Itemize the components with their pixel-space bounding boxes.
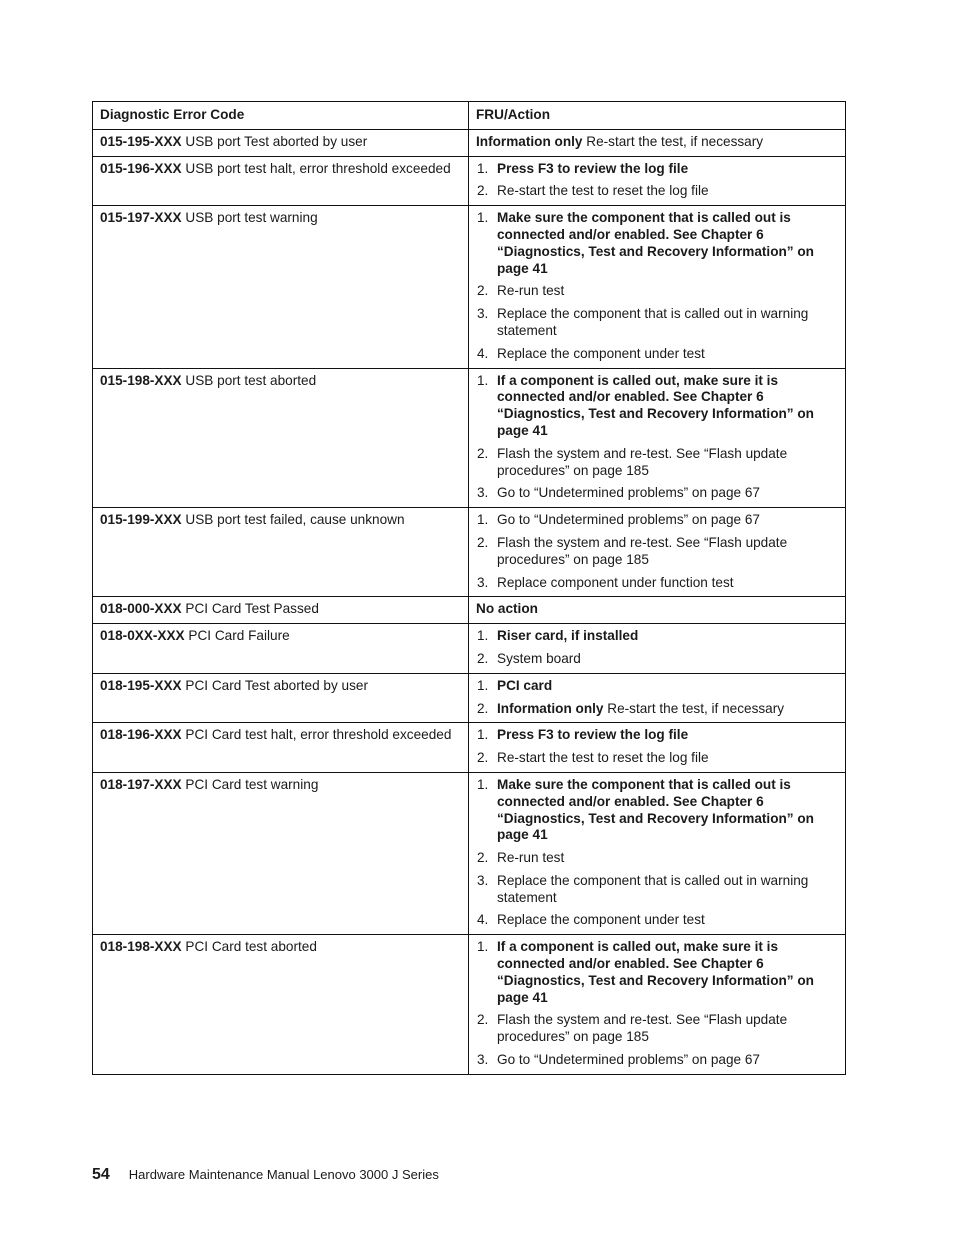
step-bold-text: If a component is called out, make sure it is connected and/or enabled. See Chapter 6 “Diagnostics, Test and Recovery Information” on page 41 (497, 372, 814, 438)
error-code-cell (93, 772, 469, 934)
step-number: 2. (477, 1012, 489, 1028)
error-description: USB port test halt, error threshold exceeded (185, 160, 451, 176)
action-step (476, 183, 839, 200)
step-number: 2. (477, 650, 489, 666)
error-code-cell (93, 206, 469, 368)
action-step (476, 750, 839, 767)
action-step (476, 1012, 839, 1046)
step-number: 1. (477, 372, 489, 388)
step-bold-text: PCI card (497, 677, 553, 693)
action-bold: Information only (476, 133, 583, 149)
step-number: 2. (477, 750, 489, 766)
error-code: 015-195-XXX (100, 133, 182, 149)
step-text: Flash the system and re-test. See “Flash update procedures” on page 185 (497, 445, 788, 478)
error-code: 018-000-XXX (100, 601, 182, 617)
fru-action-cell (469, 935, 846, 1075)
step-number: 1. (477, 512, 489, 528)
action-step (476, 306, 839, 340)
fru-action-cell (469, 673, 846, 723)
action-steps-list (476, 512, 839, 591)
step-text: Replace the component that is called out in warning statement (497, 872, 809, 905)
action-steps-list (476, 210, 839, 362)
error-code: 018-195-XXX (100, 677, 182, 693)
step-bold-text: Make sure the component that is called out is connected and/or enabled. See Chapter 6 “Diagnostics, Test and Recovery Information” on page 41 (497, 210, 814, 276)
action-step (476, 446, 839, 480)
fru-action-cell (469, 368, 846, 508)
error-description: PCI Card Test Passed (185, 601, 319, 617)
step-number: 3. (477, 1052, 489, 1068)
action-step (476, 873, 839, 907)
error-description: USB port test failed, cause unknown (185, 512, 405, 528)
fru-action-cell (469, 597, 846, 624)
action-step (476, 777, 839, 844)
step-number: 2. (477, 283, 489, 299)
step-number: 4. (477, 345, 489, 361)
step-text: Replace the component under test (497, 912, 705, 928)
error-code-cell (93, 673, 469, 723)
step-text: Flash the system and re-test. See “Flash update procedures” on page 185 (497, 534, 788, 567)
action-bold: No action (476, 601, 538, 617)
step-bold-text: If a component is called out, make sure it is connected and/or enabled. See Chapter 6 “Diagnostics, Test and Recovery Information” on page 41 (497, 939, 814, 1005)
action-step (476, 1052, 839, 1069)
error-description: USB port test aborted (185, 372, 317, 388)
table-header-row (93, 102, 846, 130)
diagnostic-error-table (92, 101, 846, 1075)
error-code: 015-199-XXX (100, 512, 182, 528)
step-number: 2. (477, 445, 489, 461)
error-code-cell (93, 156, 469, 206)
step-bold-text: Press F3 to review the log file (497, 727, 689, 743)
page-number: 54 (92, 1166, 110, 1183)
action-steps-list (476, 727, 839, 767)
step-text: Re-start the test to reset the log file (497, 183, 709, 199)
step-number: 1. (477, 939, 489, 955)
action-steps-list (476, 939, 839, 1069)
fru-action-cell (469, 508, 846, 597)
table-row (93, 156, 846, 206)
action-steps-list (476, 161, 839, 201)
error-code: 015-197-XXX (100, 210, 182, 226)
action-step (476, 727, 839, 744)
action-step (476, 678, 839, 695)
action-step (476, 628, 839, 645)
column-header-code: Diagnostic Error Code (93, 102, 469, 130)
step-number: 1. (477, 628, 489, 644)
action-step (476, 373, 839, 440)
step-number: 3. (477, 485, 489, 501)
error-code: 018-0XX-XXX (100, 628, 185, 644)
step-bold-text: Riser card, if installed (497, 628, 639, 644)
fru-action-cell (469, 156, 846, 206)
action-step (476, 701, 839, 718)
error-code: 018-198-XXX (100, 939, 182, 955)
error-description: USB port test warning (185, 210, 318, 226)
error-description: USB port Test aborted by user (185, 133, 368, 149)
table-row (93, 935, 846, 1075)
error-code-cell (93, 597, 469, 624)
error-description: PCI Card Failure (188, 628, 290, 644)
action-step (476, 912, 839, 929)
error-code: 018-197-XXX (100, 776, 182, 792)
step-number: 4. (477, 912, 489, 928)
action-step (476, 283, 839, 300)
step-number: 3. (477, 872, 489, 888)
step-bold-text: Make sure the component that is called out is connected and/or enabled. See Chapter 6 “Diagnostics, Test and Recovery Information” on page 41 (497, 776, 814, 843)
action-steps-list (476, 678, 839, 718)
step-number: 1. (477, 160, 489, 176)
table-row (93, 772, 846, 934)
step-number: 1. (477, 677, 489, 693)
table-row (93, 129, 846, 156)
step-text: Go to “Undetermined problems” on page 67 (497, 1052, 760, 1068)
step-text: System board (497, 650, 581, 666)
step-text: Go to “Undetermined problems” on page 67 (497, 512, 760, 528)
step-number: 1. (477, 776, 489, 792)
table-body (93, 129, 846, 1074)
step-bold-text: Press F3 to review the log file (497, 160, 689, 176)
error-description: PCI Card test aborted (185, 939, 317, 955)
table-row (93, 624, 846, 674)
step-number: 2. (477, 700, 489, 716)
error-code-cell (93, 624, 469, 674)
table-row (93, 673, 846, 723)
fru-action-cell (469, 772, 846, 934)
action-step (476, 161, 839, 178)
step-text: Go to “Undetermined problems” on page 67 (497, 485, 760, 501)
error-code: 018-196-XXX (100, 727, 182, 743)
error-code-cell (93, 129, 469, 156)
error-description: PCI Card Test aborted by user (185, 677, 369, 693)
table-row (93, 723, 846, 773)
fru-action-cell (469, 723, 846, 773)
error-code: 015-198-XXX (100, 372, 182, 388)
action-step (476, 535, 839, 569)
step-number: 1. (477, 727, 489, 743)
action-step (476, 651, 839, 668)
step-text: Replace the component under test (497, 345, 705, 361)
action-step (476, 850, 839, 867)
step-text: Re-run test (497, 850, 565, 866)
error-description: PCI Card test warning (185, 776, 319, 792)
table-row (93, 206, 846, 368)
step-text: Replace the component that is called out in warning statement (497, 306, 809, 338)
fru-action-cell (469, 129, 846, 156)
step-text: Re-run test (497, 283, 565, 299)
fru-action-cell (469, 624, 846, 674)
step-number: 3. (477, 574, 489, 590)
step-text: Re-start the test to reset the log file (497, 750, 709, 766)
table-row (93, 508, 846, 597)
action-step (476, 939, 839, 1006)
fru-action-cell (469, 206, 846, 368)
table-row (93, 597, 846, 624)
error-code-cell (93, 368, 469, 508)
footer-title: Hardware Maintenance Manual Lenovo 3000 J Series (128, 1167, 439, 1182)
action-step (476, 210, 839, 277)
step-text: Replace component under function test (497, 574, 734, 590)
step-number: 2. (477, 850, 489, 866)
table-row (93, 368, 846, 508)
step-bold-text: Information only (497, 700, 604, 716)
action-steps-list (476, 628, 839, 668)
error-code-cell (93, 935, 469, 1075)
step-text: Flash the system and re-test. See “Flash update procedures” on page 185 (497, 1012, 788, 1045)
step-number: 2. (477, 183, 489, 199)
column-header-action: FRU/Action (469, 102, 846, 130)
error-description: PCI Card test halt, error threshold exceeded (185, 727, 452, 743)
step-number: 1. (477, 210, 489, 226)
action-steps-list (476, 777, 839, 929)
error-code-cell (93, 723, 469, 773)
action-step (476, 575, 839, 592)
action-text: Re-start the test, if necessary (586, 133, 764, 149)
page-footer (92, 1166, 439, 1184)
error-code: 015-196-XXX (100, 160, 182, 176)
action-step (476, 485, 839, 502)
error-code-cell (93, 508, 469, 597)
step-number: 2. (477, 534, 489, 550)
step-text: Re-start the test, if necessary (607, 700, 785, 716)
action-step (476, 346, 839, 363)
step-number: 3. (477, 306, 489, 322)
action-step (476, 512, 839, 529)
action-steps-list (476, 373, 839, 503)
